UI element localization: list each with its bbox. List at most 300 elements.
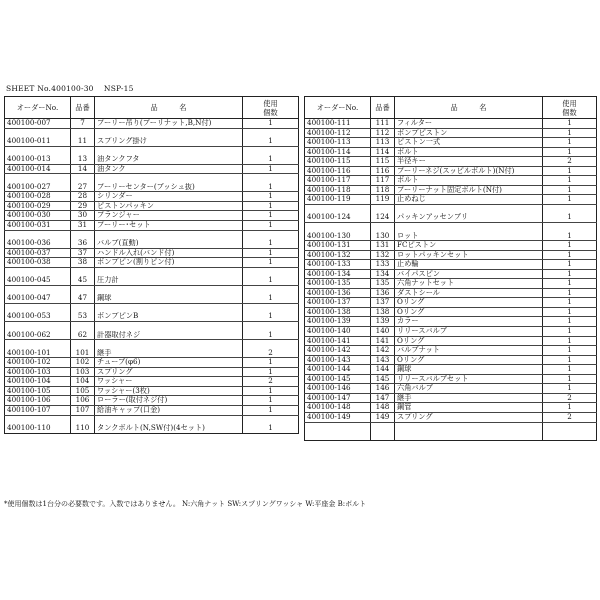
part-name-cell: シリンダー — [95, 192, 243, 202]
table-row — [5, 415, 299, 424]
order-no-cell: 400100-037 — [5, 248, 71, 258]
part-name-cell: ボルト — [395, 147, 543, 157]
order-no-cell: 400100-134 — [305, 269, 371, 279]
part-number-cell — [371, 204, 395, 213]
order-no-cell: 400100-101 — [5, 349, 71, 358]
part-number-cell: 118 — [371, 185, 395, 195]
table-row — [5, 183, 299, 192]
order-no-cell: 400100-118 — [305, 185, 371, 195]
quantity-cell: 1 — [543, 336, 597, 346]
table-row — [305, 128, 597, 138]
part-number-cell: 14 — [71, 164, 95, 174]
quantity-cell: 1 — [243, 396, 299, 406]
table-row — [5, 294, 299, 303]
part-name-cell — [95, 174, 243, 183]
table-row — [5, 285, 299, 294]
table-row — [305, 393, 597, 403]
quantity-cell: 1 — [543, 327, 597, 337]
table-row — [305, 298, 597, 308]
order-no-cell: 400100-102 — [5, 358, 71, 368]
part-number-cell: 139 — [371, 317, 395, 327]
order-no-cell: 400100-111 — [305, 119, 371, 129]
quantity-cell: 1 — [243, 358, 299, 368]
part-name-cell: カラー — [395, 317, 543, 327]
order-no-cell: 400100-130 — [305, 232, 371, 241]
part-name-cell: ピストンパッキン — [95, 201, 243, 211]
part-number-cell — [371, 422, 395, 431]
part-name-cell: Oリング — [395, 336, 543, 346]
quantity-cell: 1 — [543, 403, 597, 413]
quantity-cell: 1 — [543, 307, 597, 317]
quantity-cell — [243, 146, 299, 155]
order-no-cell — [5, 146, 71, 155]
part-name-cell: FCピストン — [395, 241, 543, 251]
table-row — [305, 204, 597, 213]
part-number-cell: 36 — [71, 239, 95, 248]
table-row — [5, 276, 299, 285]
order-no-cell — [5, 267, 71, 276]
part-number-cell: 124 — [371, 213, 395, 222]
quantity-cell: 1 — [543, 195, 597, 205]
quantity-cell: 1 — [243, 211, 299, 221]
quantity-cell: 1 — [243, 192, 299, 202]
table-row — [5, 405, 299, 415]
table-row — [305, 250, 597, 260]
order-no-cell: 400100-145 — [305, 374, 371, 384]
order-no-cell: 400100-144 — [305, 365, 371, 375]
table-row — [305, 185, 597, 195]
quantity-cell — [243, 128, 299, 137]
table-row — [5, 119, 299, 129]
part-name-cell — [395, 422, 543, 431]
part-number-cell: 138 — [371, 307, 395, 317]
order-no-cell: 400100-053 — [5, 312, 71, 321]
quantity-cell: 1 — [543, 250, 597, 260]
part-number-cell: 117 — [371, 176, 395, 186]
quantity-cell: 1 — [243, 221, 299, 231]
part-name-cell: スプリング — [95, 367, 243, 377]
part-number-cell — [71, 322, 95, 331]
parts-table-right — [304, 96, 597, 441]
quantity-cell: 1 — [543, 269, 597, 279]
order-no-cell: 400100-139 — [305, 317, 371, 327]
part-name-cell: ボンプピン(割りピン付) — [95, 258, 243, 268]
part-name-cell: ハンドル入れ(バンド付) — [95, 248, 243, 258]
quantity-cell — [543, 422, 597, 431]
table-row — [305, 138, 597, 148]
quantity-cell: 1 — [543, 166, 597, 176]
part-number-cell: 111 — [371, 119, 395, 129]
part-name-cell: スプリング掛け — [95, 137, 243, 146]
part-name-cell: 止め輪 — [395, 260, 543, 270]
part-number-cell: 148 — [371, 403, 395, 413]
header-quantity: 使用 個数 — [543, 97, 597, 119]
part-name-cell: 継手 — [395, 393, 543, 403]
order-no-cell — [5, 303, 71, 312]
order-no-cell — [5, 340, 71, 349]
part-name-cell: Oリング — [395, 307, 543, 317]
part-number-cell: 38 — [71, 258, 95, 268]
order-no-cell: 400100-140 — [305, 327, 371, 337]
part-name-cell: 計器取付ネジ — [95, 331, 243, 340]
quantity-cell: 1 — [543, 213, 597, 222]
part-number-cell — [71, 285, 95, 294]
part-name-cell: Oリング — [395, 355, 543, 365]
part-name-cell: リリースバルブ — [395, 327, 543, 337]
part-number-cell: 149 — [371, 412, 395, 422]
part-number-cell: 116 — [371, 166, 395, 176]
table-row — [5, 349, 299, 358]
part-name-cell: ワッシャー — [95, 377, 243, 387]
table-row — [305, 422, 597, 431]
order-no-cell: 400100-031 — [5, 221, 71, 231]
part-number-cell: 28 — [71, 192, 95, 202]
part-name-cell: 六角ナットセット — [395, 279, 543, 289]
order-no-cell: 400100-105 — [5, 386, 71, 396]
part-name-cell: ボンプピンB — [95, 312, 243, 321]
quantity-cell: 1 — [543, 374, 597, 384]
part-name-cell: プーリーネジ(スッピルボルト)(N付) — [395, 166, 543, 176]
quantity-cell: 1 — [543, 176, 597, 186]
table-row — [305, 412, 597, 422]
part-name-cell — [95, 230, 243, 239]
quantity-cell — [243, 415, 299, 424]
part-number-cell: 105 — [71, 386, 95, 396]
quantity-cell — [543, 431, 597, 440]
part-number-cell: 45 — [71, 276, 95, 285]
part-number-cell: 101 — [71, 349, 95, 358]
table-row — [5, 312, 299, 321]
part-name-cell: パッキンアッセンブリ — [395, 213, 543, 222]
order-no-cell: 400100-113 — [305, 138, 371, 148]
part-number-cell: 13 — [71, 155, 95, 164]
part-number-cell: 142 — [371, 346, 395, 356]
quantity-cell: 2 — [243, 377, 299, 387]
part-name-cell: リリースバルブセット — [395, 374, 543, 384]
part-name-cell: ピストン一式 — [395, 138, 543, 148]
part-number-cell: 104 — [71, 377, 95, 387]
table-row — [305, 336, 597, 346]
order-no-cell: 400100-136 — [305, 288, 371, 298]
table-row — [305, 195, 597, 205]
quantity-cell: 1 — [243, 239, 299, 248]
part-number-cell: 114 — [371, 147, 395, 157]
order-no-cell: 400100-116 — [305, 166, 371, 176]
quantity-cell: 1 — [543, 241, 597, 251]
table-row — [305, 157, 597, 167]
order-no-cell: 400100-143 — [305, 355, 371, 365]
quantity-cell: 1 — [243, 164, 299, 174]
part-number-cell: 62 — [71, 331, 95, 340]
table-row — [5, 386, 299, 396]
table-row — [305, 288, 597, 298]
quantity-cell: 1 — [243, 386, 299, 396]
part-name-cell: タンクボルト(N,SW付)(4セット) — [95, 424, 243, 433]
part-number-cell: 110 — [71, 424, 95, 433]
order-no-cell: 400100-062 — [5, 331, 71, 340]
order-no-cell: 400100-124 — [305, 213, 371, 222]
order-no-cell: 400100-030 — [5, 211, 71, 221]
part-number-cell: 144 — [371, 365, 395, 375]
table-row — [5, 201, 299, 211]
quantity-cell: 2 — [543, 412, 597, 422]
part-name-cell: バイパスピン — [395, 269, 543, 279]
part-name-cell: Oリング — [395, 298, 543, 308]
part-name-cell: 六角バルブ — [395, 384, 543, 394]
header-order-no: オーダーNo. — [305, 97, 371, 119]
part-name-cell — [95, 303, 243, 312]
part-name-cell — [395, 223, 543, 232]
part-number-cell — [71, 128, 95, 137]
table-row — [305, 176, 597, 186]
quantity-cell: 1 — [243, 331, 299, 340]
quantity-cell: 2 — [543, 393, 597, 403]
parts-table-left — [4, 96, 299, 434]
part-name-cell — [95, 285, 243, 294]
table-row — [5, 192, 299, 202]
table-row — [5, 367, 299, 377]
order-no-cell: 400100-106 — [5, 396, 71, 406]
table-row — [305, 365, 597, 375]
part-number-cell: 31 — [71, 221, 95, 231]
quantity-cell: 1 — [543, 317, 597, 327]
part-number-cell — [371, 431, 395, 440]
quantity-cell: 2 — [243, 349, 299, 358]
quantity-cell: 1 — [243, 294, 299, 303]
table-row — [305, 317, 597, 327]
part-number-cell — [71, 174, 95, 183]
part-name-cell: プーリーセンター(ブッシュ抜) — [95, 183, 243, 192]
order-no-cell: 400100-147 — [305, 393, 371, 403]
order-no-cell — [5, 230, 71, 239]
order-no-cell — [5, 128, 71, 137]
table-row — [5, 137, 299, 146]
part-name-cell: ワッシャー(3枚) — [95, 386, 243, 396]
order-no-cell: 400100-132 — [305, 250, 371, 260]
order-no-cell: 400100-011 — [5, 137, 71, 146]
part-name-cell: ロットパッキンセット — [395, 250, 543, 260]
quantity-cell: 1 — [543, 298, 597, 308]
table-row — [305, 232, 597, 241]
part-number-cell: 53 — [71, 312, 95, 321]
part-name-cell: 半径キー — [395, 157, 543, 167]
sheet-title: SHEET No.400100-30 NSP-15 — [6, 84, 134, 93]
quantity-cell: 1 — [243, 137, 299, 146]
part-number-cell: 145 — [371, 374, 395, 384]
quantity-cell: 1 — [243, 248, 299, 258]
quantity-cell: 1 — [243, 424, 299, 433]
order-no-cell: 400100-110 — [5, 424, 71, 433]
quantity-cell: 1 — [243, 312, 299, 321]
part-name-cell — [95, 322, 243, 331]
quantity-cell: 1 — [243, 119, 299, 129]
table-row — [305, 260, 597, 270]
part-name-cell — [395, 431, 543, 440]
table-row — [305, 213, 597, 222]
order-no-cell: 400100-027 — [5, 183, 71, 192]
quantity-cell: 1 — [543, 355, 597, 365]
part-name-cell — [95, 415, 243, 424]
quantity-cell: 1 — [543, 128, 597, 138]
quantity-cell: 1 — [243, 183, 299, 192]
part-name-cell: ボルト — [395, 176, 543, 186]
part-number-cell: 103 — [71, 367, 95, 377]
quantity-cell: 1 — [243, 258, 299, 268]
quantity-cell: 1 — [543, 279, 597, 289]
order-no-cell — [305, 204, 371, 213]
part-number-cell: 119 — [371, 195, 395, 205]
part-name-cell — [95, 146, 243, 155]
part-number-cell — [71, 303, 95, 312]
table-row — [5, 164, 299, 174]
order-no-cell: 400100-149 — [305, 412, 371, 422]
part-name-cell: プーリー吊り(プーリナット,B,N付) — [95, 119, 243, 129]
part-name-cell: 油タンク — [95, 164, 243, 174]
order-no-cell: 400100-114 — [305, 147, 371, 157]
part-name-cell: 止めねじ — [395, 195, 543, 205]
part-name-cell — [95, 267, 243, 276]
order-no-cell: 400100-137 — [305, 298, 371, 308]
part-number-cell: 37 — [71, 248, 95, 258]
part-name-cell: ローラー(取付ネジ付) — [95, 396, 243, 406]
quantity-cell — [243, 230, 299, 239]
part-number-cell: 135 — [371, 279, 395, 289]
quantity-cell: 1 — [543, 119, 597, 129]
part-name-cell: プランジャー — [95, 211, 243, 221]
table-header-row — [305, 97, 597, 119]
quantity-cell: 1 — [543, 185, 597, 195]
part-number-cell: 107 — [71, 405, 95, 415]
table-header-row — [5, 97, 299, 119]
table-row — [5, 221, 299, 231]
part-number-cell: 130 — [371, 232, 395, 241]
part-name-cell: ボンプピストン — [395, 128, 543, 138]
table-row — [5, 128, 299, 137]
part-number-cell: 113 — [371, 138, 395, 148]
part-number-cell: 115 — [371, 157, 395, 167]
order-no-cell: 400100-045 — [5, 276, 71, 285]
header-part-name: 品 名 — [95, 97, 243, 119]
part-number-cell: 27 — [71, 183, 95, 192]
part-number-cell: 7 — [71, 119, 95, 129]
part-number-cell: 102 — [71, 358, 95, 368]
table-row — [5, 396, 299, 406]
order-no-cell: 400100-104 — [5, 377, 71, 387]
order-no-cell — [5, 174, 71, 183]
part-number-cell — [371, 223, 395, 232]
part-name-cell: プーリー･セット — [95, 221, 243, 231]
table-row — [305, 355, 597, 365]
order-no-cell — [305, 223, 371, 232]
part-number-cell: 133 — [371, 260, 395, 270]
quantity-cell — [243, 322, 299, 331]
table-row — [305, 269, 597, 279]
header-order-no: オーダーNo. — [5, 97, 71, 119]
table-row — [5, 340, 299, 349]
part-number-cell: 131 — [371, 241, 395, 251]
table-row — [5, 258, 299, 268]
part-number-cell — [71, 340, 95, 349]
table-row — [305, 346, 597, 356]
table-row — [5, 303, 299, 312]
order-no-cell: 400100-142 — [305, 346, 371, 356]
order-no-cell: 400100-115 — [305, 157, 371, 167]
quantity-cell — [243, 340, 299, 349]
part-name-cell: チューブ(φ6) — [95, 358, 243, 368]
table-row — [305, 119, 597, 129]
order-no-cell: 400100-047 — [5, 294, 71, 303]
quantity-cell: 2 — [543, 157, 597, 167]
part-name-cell — [95, 128, 243, 137]
part-name-cell: バルブ(直動) — [95, 239, 243, 248]
quantity-cell: 1 — [243, 201, 299, 211]
order-no-cell: 400100-117 — [305, 176, 371, 186]
part-name-cell: 鋼球 — [395, 365, 543, 375]
part-name-cell: 圧力計 — [95, 276, 243, 285]
table-row — [5, 155, 299, 164]
quantity-cell — [243, 303, 299, 312]
order-no-cell: 400100-103 — [5, 367, 71, 377]
part-name-cell: 鋼管 — [395, 403, 543, 413]
order-no-cell — [5, 322, 71, 331]
part-name-cell: ロット — [395, 232, 543, 241]
order-no-cell: 400100-014 — [5, 164, 71, 174]
table-row — [5, 358, 299, 368]
order-no-cell — [305, 431, 371, 440]
table-row — [5, 377, 299, 387]
quantity-cell: 1 — [543, 365, 597, 375]
part-name-cell: 油タンクフタ — [95, 155, 243, 164]
quantity-cell: 1 — [543, 147, 597, 157]
part-name-cell: バルブナット — [395, 346, 543, 356]
quantity-cell — [243, 174, 299, 183]
table-row — [5, 211, 299, 221]
part-number-cell: 11 — [71, 137, 95, 146]
order-no-cell — [305, 422, 371, 431]
table-row — [305, 403, 597, 413]
order-no-cell: 400100-135 — [305, 279, 371, 289]
part-number-cell — [71, 146, 95, 155]
table-row — [305, 279, 597, 289]
part-number-cell — [71, 415, 95, 424]
table-row — [5, 267, 299, 276]
header-part-number: 品番 — [71, 97, 95, 119]
quantity-cell: 1 — [543, 232, 597, 241]
table-row — [5, 424, 299, 433]
header-part-name: 品 名 — [395, 97, 543, 119]
table-row — [5, 174, 299, 183]
table-row — [5, 146, 299, 155]
table-row — [5, 239, 299, 248]
part-number-cell: 136 — [371, 288, 395, 298]
table-row — [305, 384, 597, 394]
part-name-cell: ダストシール — [395, 288, 543, 298]
order-no-cell: 400100-133 — [305, 260, 371, 270]
order-no-cell: 400100-119 — [305, 195, 371, 205]
part-number-cell: 143 — [371, 355, 395, 365]
part-number-cell: 146 — [371, 384, 395, 394]
table-row — [305, 241, 597, 251]
table-row — [305, 374, 597, 384]
quantity-cell: 1 — [543, 260, 597, 270]
part-number-cell — [71, 267, 95, 276]
part-number-cell: 29 — [71, 201, 95, 211]
table-row — [305, 223, 597, 232]
order-no-cell: 400100-148 — [305, 403, 371, 413]
table-row — [5, 230, 299, 239]
quantity-cell: 1 — [243, 276, 299, 285]
order-no-cell: 400100-112 — [305, 128, 371, 138]
